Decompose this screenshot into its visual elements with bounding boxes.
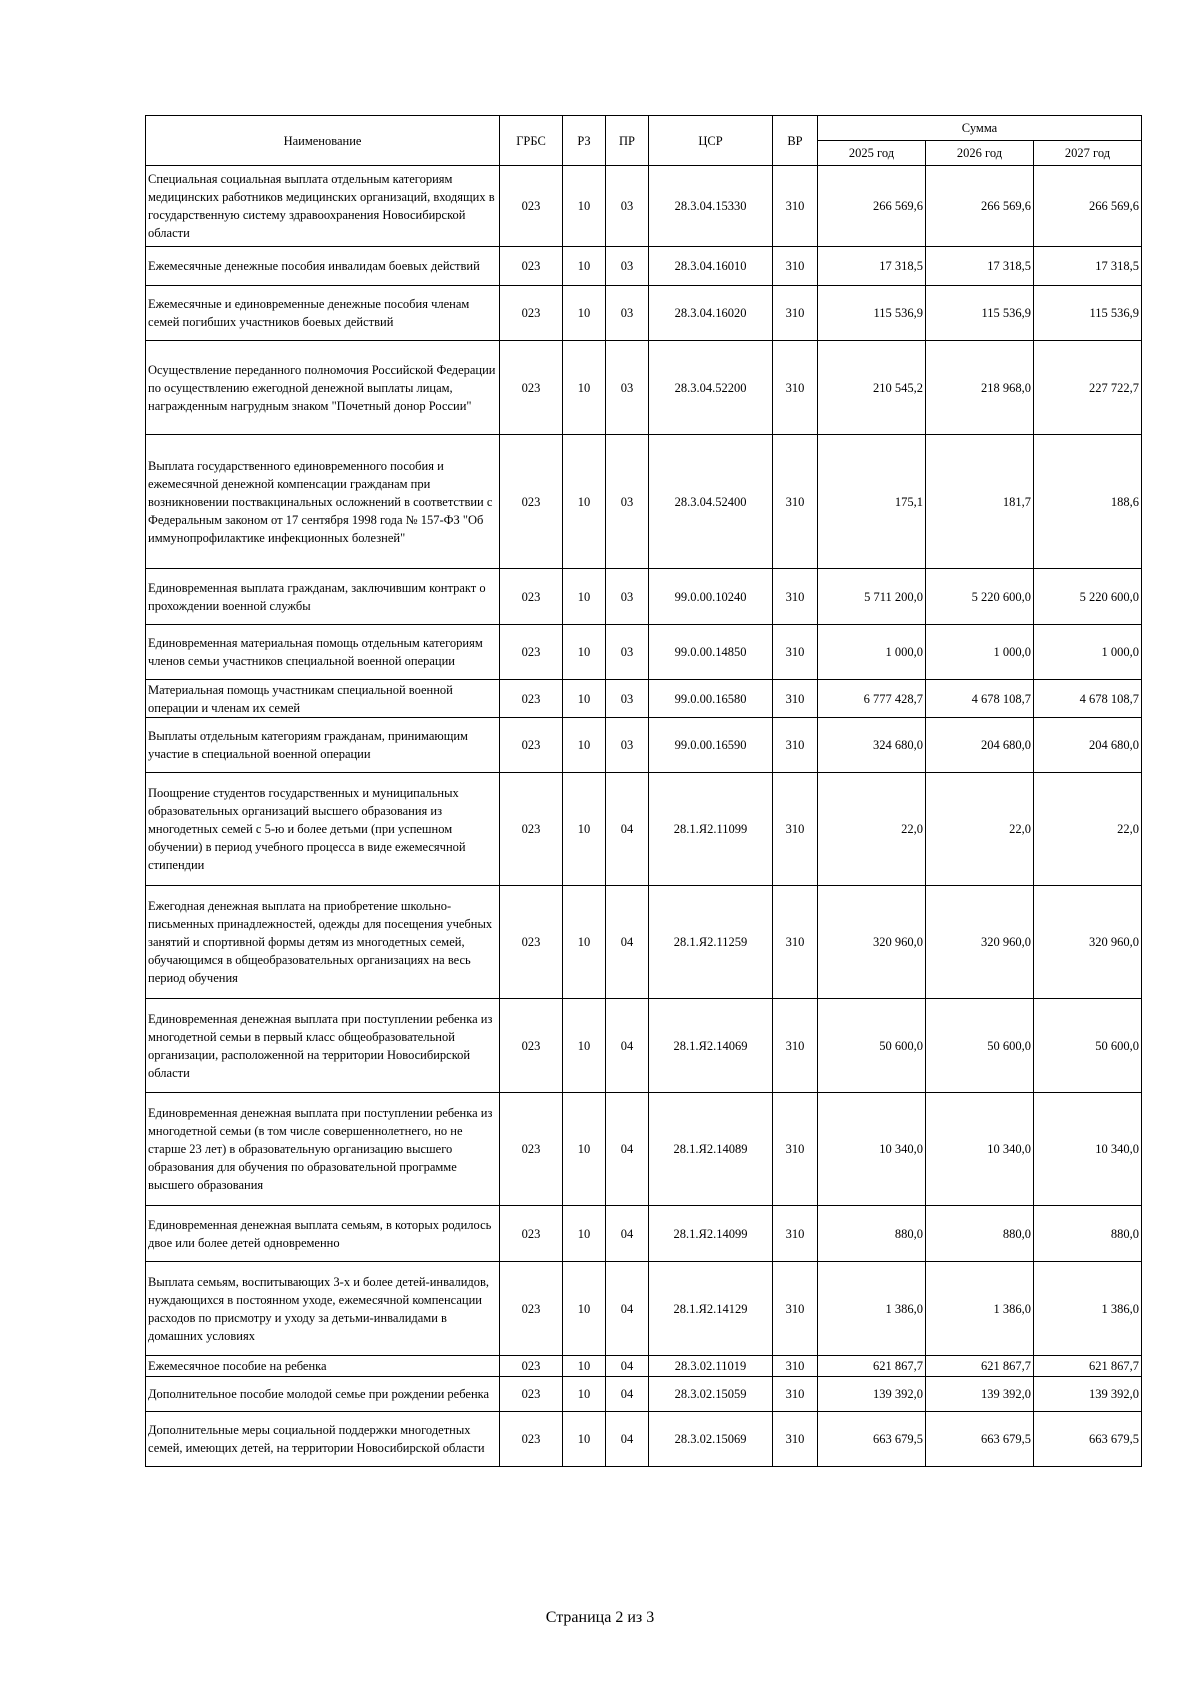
cell-pr: 04 [606, 886, 649, 999]
cell-amount-2027: 320 960,0 [1034, 886, 1142, 999]
cell-amount-2026: 663 679,5 [926, 1412, 1034, 1467]
cell-name: Единовременная денежная выплата при поступлении ребенка из многодетной семьи в первый класс общеобразовательной организации, расположенной на территории Новосибирской области [146, 999, 500, 1093]
cell-pr: 03 [606, 341, 649, 435]
cell-grbs: 023 [500, 1412, 563, 1467]
table-body [146, 166, 1142, 1467]
cell-csr: 28.1.Я2.14129 [649, 1262, 773, 1356]
cell-grbs: 023 [500, 886, 563, 999]
cell-amount-2026: 621 867,7 [926, 1356, 1034, 1377]
cell-csr: 28.3.02.11019 [649, 1356, 773, 1377]
cell-rz: 10 [563, 999, 606, 1093]
cell-pr: 03 [606, 569, 649, 625]
table-row [146, 886, 1142, 999]
table-row [146, 569, 1142, 625]
table-row [146, 341, 1142, 435]
cell-rz: 10 [563, 286, 606, 341]
cell-name: Осуществление переданного полномочия Российской Федерации по осуществлению ежегодной денежной выплаты лицам, награжденным нагрудным знаком "Почетный донор России" [146, 341, 500, 435]
cell-grbs: 023 [500, 569, 563, 625]
cell-amount-2025: 115 536,9 [818, 286, 926, 341]
cell-name: Единовременная денежная выплата при поступлении ребенка из многодетной семьи (в том числе совершеннолетнего, но не старше 23 лет) в образовательную организацию высшего образования для обучения по образовательной программе высшего образования [146, 1093, 500, 1206]
cell-amount-2027: 139 392,0 [1034, 1377, 1142, 1412]
cell-pr: 04 [606, 773, 649, 886]
cell-rz: 10 [563, 166, 606, 247]
cell-rz: 10 [563, 718, 606, 773]
cell-pr: 04 [606, 1412, 649, 1467]
cell-vr: 310 [773, 435, 818, 569]
cell-amount-2025: 5 711 200,0 [818, 569, 926, 625]
cell-name: Ежемесячное пособие на ребенка [146, 1356, 500, 1377]
cell-csr: 28.3.04.16020 [649, 286, 773, 341]
cell-name: Ежегодная денежная выплата на приобретение школьно-письменных принадлежностей, одежды для посещения учебных занятий и спортивной формы детям из многодетных семей, обучающимся в общеобразовательных организациях на весь период обучения [146, 886, 500, 999]
cell-amount-2026: 1 000,0 [926, 625, 1034, 680]
cell-grbs: 023 [500, 435, 563, 569]
cell-rz: 10 [563, 886, 606, 999]
table-header [146, 116, 1142, 166]
cell-vr: 310 [773, 718, 818, 773]
cell-csr: 28.3.04.16010 [649, 247, 773, 286]
cell-amount-2025: 139 392,0 [818, 1377, 926, 1412]
cell-amount-2026: 880,0 [926, 1206, 1034, 1262]
cell-vr: 310 [773, 999, 818, 1093]
header-pr: ПР [606, 116, 649, 166]
cell-amount-2025: 1 000,0 [818, 625, 926, 680]
cell-name: Материальная помощь участникам специальной военной операции и членам их семей [146, 680, 500, 718]
cell-amount-2025: 17 318,5 [818, 247, 926, 286]
cell-vr: 310 [773, 773, 818, 886]
table-row [146, 166, 1142, 247]
cell-rz: 10 [563, 1377, 606, 1412]
cell-amount-2026: 115 536,9 [926, 286, 1034, 341]
cell-rz: 10 [563, 341, 606, 435]
cell-name: Дополнительные меры социальной поддержки многодетных семей, имеющих детей, на территории Новосибирской области [146, 1412, 500, 1467]
cell-vr: 310 [773, 569, 818, 625]
cell-amount-2025: 621 867,7 [818, 1356, 926, 1377]
cell-csr: 28.3.02.15069 [649, 1412, 773, 1467]
cell-rz: 10 [563, 1093, 606, 1206]
cell-name: Выплата государственного единовременного пособия и ежемесячной денежной компенсации гражданам при возникновении поствакцинальных осложнений в соответствии с Федеральным законом от 17 сентября 1998 года № 157-ФЗ "Об иммунопрофилактике инфекционных болезней" [146, 435, 500, 569]
cell-rz: 10 [563, 1206, 606, 1262]
cell-csr: 99.0.00.16590 [649, 718, 773, 773]
table-row [146, 1262, 1142, 1356]
cell-amount-2025: 324 680,0 [818, 718, 926, 773]
cell-csr: 99.0.00.14850 [649, 625, 773, 680]
cell-pr: 04 [606, 1356, 649, 1377]
table-row [146, 1377, 1142, 1412]
cell-amount-2026: 1 386,0 [926, 1262, 1034, 1356]
cell-grbs: 023 [500, 341, 563, 435]
cell-amount-2027: 663 679,5 [1034, 1412, 1142, 1467]
cell-grbs: 023 [500, 1262, 563, 1356]
cell-amount-2027: 1 000,0 [1034, 625, 1142, 680]
header-csr: ЦСР [649, 116, 773, 166]
cell-vr: 310 [773, 247, 818, 286]
header-year-2026: 2026 год [926, 141, 1034, 166]
cell-name: Ежемесячные и единовременные денежные пособия членам семей погибших участников боевых действий [146, 286, 500, 341]
cell-name: Единовременная выплата гражданам, заключившим контракт о прохождении военной службы [146, 569, 500, 625]
cell-name: Ежемесячные денежные пособия инвалидам боевых действий [146, 247, 500, 286]
cell-vr: 310 [773, 286, 818, 341]
cell-amount-2025: 10 340,0 [818, 1093, 926, 1206]
cell-amount-2025: 175,1 [818, 435, 926, 569]
cell-vr: 310 [773, 1093, 818, 1206]
cell-name: Выплаты отдельным категориям гражданам, принимающим участие в специальной военной операции [146, 718, 500, 773]
cell-grbs: 023 [500, 166, 563, 247]
cell-amount-2025: 6 777 428,7 [818, 680, 926, 718]
table-row [146, 1412, 1142, 1467]
cell-vr: 310 [773, 680, 818, 718]
cell-vr: 310 [773, 1206, 818, 1262]
cell-amount-2027: 204 680,0 [1034, 718, 1142, 773]
cell-csr: 28.3.04.52400 [649, 435, 773, 569]
cell-name: Единовременная материальная помощь отдельным категориям членов семьи участников специальной военной операции [146, 625, 500, 680]
cell-rz: 10 [563, 569, 606, 625]
table-row [146, 680, 1142, 718]
cell-pr: 03 [606, 435, 649, 569]
cell-csr: 28.1.Я2.14069 [649, 999, 773, 1093]
cell-amount-2027: 22,0 [1034, 773, 1142, 886]
cell-grbs: 023 [500, 1093, 563, 1206]
cell-csr: 28.1.Я2.14089 [649, 1093, 773, 1206]
cell-amount-2026: 204 680,0 [926, 718, 1034, 773]
table-row [146, 718, 1142, 773]
table-row [146, 247, 1142, 286]
table-row [146, 1356, 1142, 1377]
cell-amount-2026: 320 960,0 [926, 886, 1034, 999]
page-number: Страница 2 из 3 [545, 1609, 655, 1626]
cell-amount-2026: 50 600,0 [926, 999, 1034, 1093]
cell-grbs: 023 [500, 1206, 563, 1262]
budget-table [145, 115, 1142, 1467]
cell-amount-2026: 10 340,0 [926, 1093, 1034, 1206]
cell-rz: 10 [563, 1356, 606, 1377]
cell-grbs: 023 [500, 625, 563, 680]
cell-amount-2027: 50 600,0 [1034, 999, 1142, 1093]
cell-amount-2025: 22,0 [818, 773, 926, 886]
cell-amount-2026: 4 678 108,7 [926, 680, 1034, 718]
cell-name: Единовременная денежная выплата семьям, в которых родилось двое или более детей одновременно [146, 1206, 500, 1262]
cell-amount-2027: 621 867,7 [1034, 1356, 1142, 1377]
cell-vr: 310 [773, 625, 818, 680]
cell-grbs: 023 [500, 773, 563, 886]
cell-csr: 28.1.Я2.11259 [649, 886, 773, 999]
cell-amount-2025: 663 679,5 [818, 1412, 926, 1467]
table-row [146, 286, 1142, 341]
cell-rz: 10 [563, 680, 606, 718]
cell-csr: 28.1.Я2.14099 [649, 1206, 773, 1262]
cell-amount-2027: 188,6 [1034, 435, 1142, 569]
table-row [146, 625, 1142, 680]
cell-rz: 10 [563, 247, 606, 286]
table-row [146, 1206, 1142, 1262]
cell-amount-2027: 10 340,0 [1034, 1093, 1142, 1206]
cell-amount-2027: 880,0 [1034, 1206, 1142, 1262]
cell-pr: 03 [606, 286, 649, 341]
cell-name: Выплата семьям, воспитывающих 3-х и более детей-инвалидов, нуждающихся в постоянном уходе, ежемесячной компенсации расходов по присмотру и уходу за детьми-инвалидами в домашних условиях [146, 1262, 500, 1356]
header-rz: РЗ [563, 116, 606, 166]
cell-pr: 03 [606, 718, 649, 773]
cell-amount-2025: 50 600,0 [818, 999, 926, 1093]
cell-name: Поощрение студентов государственных и муниципальных образовательных организаций высшего образования из многодетных семей с 5-ю и более детьми (при успешном обучении) в период учебного процесса в виде ежемесячной стипендии [146, 773, 500, 886]
header-grbs: ГРБС [500, 116, 563, 166]
table-row [146, 999, 1142, 1093]
cell-amount-2026: 266 569,6 [926, 166, 1034, 247]
cell-amount-2025: 266 569,6 [818, 166, 926, 247]
table-row [146, 773, 1142, 886]
cell-rz: 10 [563, 625, 606, 680]
cell-amount-2026: 218 968,0 [926, 341, 1034, 435]
cell-amount-2027: 17 318,5 [1034, 247, 1142, 286]
cell-rz: 10 [563, 1262, 606, 1356]
header-year-2025: 2025 год [818, 141, 926, 166]
cell-amount-2027: 115 536,9 [1034, 286, 1142, 341]
cell-amount-2026: 139 392,0 [926, 1377, 1034, 1412]
cell-csr: 99.0.00.10240 [649, 569, 773, 625]
cell-pr: 04 [606, 1262, 649, 1356]
cell-amount-2027: 227 722,7 [1034, 341, 1142, 435]
cell-pr: 04 [606, 1206, 649, 1262]
cell-grbs: 023 [500, 718, 563, 773]
cell-rz: 10 [563, 1412, 606, 1467]
cell-pr: 03 [606, 625, 649, 680]
cell-amount-2026: 181,7 [926, 435, 1034, 569]
cell-csr: 28.3.04.52200 [649, 341, 773, 435]
cell-grbs: 023 [500, 1377, 563, 1412]
cell-amount-2026: 22,0 [926, 773, 1034, 886]
cell-grbs: 023 [500, 999, 563, 1093]
cell-amount-2026: 17 318,5 [926, 247, 1034, 286]
table-row [146, 435, 1142, 569]
header-vr: ВР [773, 116, 818, 166]
cell-grbs: 023 [500, 1356, 563, 1377]
cell-vr: 310 [773, 1356, 818, 1377]
cell-csr: 28.1.Я2.11099 [649, 773, 773, 886]
cell-csr: 28.3.04.15330 [649, 166, 773, 247]
cell-pr: 04 [606, 1377, 649, 1412]
cell-amount-2025: 880,0 [818, 1206, 926, 1262]
cell-pr: 03 [606, 247, 649, 286]
header-year-2027: 2027 год [1034, 141, 1142, 166]
cell-csr: 99.0.00.16580 [649, 680, 773, 718]
cell-grbs: 023 [500, 247, 563, 286]
cell-name: Специальная социальная выплата отдельным категориям медицинских работников медицинских организаций, входящих в государственную систему здравоохранения Новосибирской области [146, 166, 500, 247]
cell-csr: 28.3.02.15059 [649, 1377, 773, 1412]
cell-amount-2027: 4 678 108,7 [1034, 680, 1142, 718]
cell-amount-2026: 5 220 600,0 [926, 569, 1034, 625]
cell-vr: 310 [773, 1412, 818, 1467]
header-sum: Сумма [818, 116, 1142, 141]
cell-amount-2025: 1 386,0 [818, 1262, 926, 1356]
header-name: Наименование [146, 116, 500, 166]
cell-pr: 04 [606, 999, 649, 1093]
cell-grbs: 023 [500, 680, 563, 718]
cell-rz: 10 [563, 773, 606, 886]
cell-amount-2027: 266 569,6 [1034, 166, 1142, 247]
cell-vr: 310 [773, 886, 818, 999]
cell-vr: 310 [773, 341, 818, 435]
cell-vr: 310 [773, 166, 818, 247]
cell-pr: 03 [606, 680, 649, 718]
cell-amount-2025: 320 960,0 [818, 886, 926, 999]
cell-grbs: 023 [500, 286, 563, 341]
cell-rz: 10 [563, 435, 606, 569]
cell-vr: 310 [773, 1262, 818, 1356]
table-row [146, 1093, 1142, 1206]
cell-pr: 04 [606, 1093, 649, 1206]
cell-amount-2025: 210 545,2 [818, 341, 926, 435]
cell-pr: 03 [606, 166, 649, 247]
cell-vr: 310 [773, 1377, 818, 1412]
cell-name: Дополнительное пособие молодой семье при рождении ребенка [146, 1377, 500, 1412]
cell-amount-2027: 1 386,0 [1034, 1262, 1142, 1356]
cell-amount-2027: 5 220 600,0 [1034, 569, 1142, 625]
